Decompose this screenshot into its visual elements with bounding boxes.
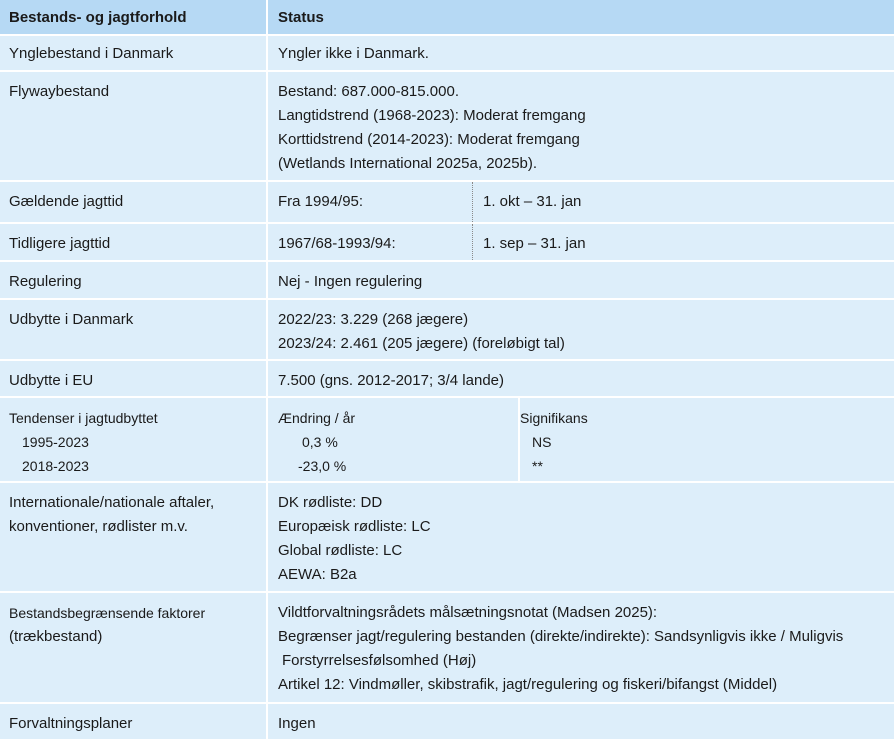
row-value (268, 182, 894, 222)
row-value: 7.500 (gns. 2012-2017; 3/4 lande) (278, 372, 505, 389)
tendens-period: 1995-2023 (22, 434, 89, 450)
row-value (268, 593, 894, 702)
udbytte-line: 2022/23: 3.229 (268 jægere) (278, 311, 469, 328)
change-value: 0,3 % (302, 434, 338, 450)
table-header-row (0, 0, 894, 36)
row-value (268, 224, 894, 260)
row-label: Bestandsbegrænsende faktorer (trækbestand) (0, 593, 268, 702)
aftale-line: AEWA: B2a (278, 566, 357, 583)
header-col-status: Status (278, 9, 324, 26)
row-aftaler (0, 483, 894, 593)
aftale-line: Europæisk rødliste: LC (278, 518, 431, 535)
row-label: Flywaybestand (0, 72, 268, 180)
change-header: Ændring / år (278, 410, 356, 426)
row-udbytte-eu (0, 361, 894, 398)
row-value (268, 72, 894, 180)
sig-header: Signifikans (520, 410, 588, 426)
row-tendenser (0, 398, 894, 483)
row-label: Regulering (0, 262, 268, 298)
jagttid-from: Fra 1994/95: (278, 193, 364, 210)
row-faktorer (0, 593, 894, 704)
aftale-line: Global rødliste: LC (278, 542, 403, 559)
change-value: -23,0 % (298, 458, 347, 474)
row-value: Ingen (278, 715, 316, 732)
row-udbytte-danmark (0, 300, 894, 361)
row-label: Udbytte i EU (0, 361, 268, 396)
udbytte-line: 2023/24: 2.461 (205 jægere) (foreløbigt tal) (278, 335, 565, 352)
aftale-line: DK rødliste: DD (278, 494, 383, 511)
row-value: Yngler ikke i Danmark. (278, 45, 429, 62)
flyway-line: Bestand: 687.000-815.000. (278, 83, 459, 100)
tendens-period: 2018-2023 (22, 458, 89, 474)
change-column (268, 398, 520, 481)
row-label: Ynglebestand i Danmark (0, 36, 268, 70)
row-label: Internationale/nationale aftaler, konventioner, rødlister m.v. (0, 483, 268, 591)
row-value: Nej - Ingen regulering (278, 273, 423, 290)
row-label: Tidligere jagttid (0, 224, 268, 260)
row-label: Udbytte i Danmark (0, 300, 268, 359)
faktor-line: Begrænser jagt/regulering bestanden (direkte/indirekte): Sandsynligvis ikke / Muligvis (278, 628, 844, 645)
flyway-line: Korttidstrend (2014-2023): Moderat fremgang (278, 131, 580, 148)
faktor-line: Artikel 12: Vindmøller, skibstrafik, jagt/regulering og fiskeri/bifangst (Middel) (278, 676, 778, 693)
flyway-line: (Wetlands International 2025a, 2025b). (278, 155, 538, 172)
row-regulering (0, 262, 894, 300)
jagttid-from: 1967/68-1993/94: (278, 235, 396, 252)
row-value (268, 483, 894, 591)
header-col-conditions: Bestands- og jagtforhold (0, 0, 268, 34)
row-value (268, 300, 894, 359)
flyway-line: Langtidstrend (1968-2023): Moderat fremgang (278, 107, 586, 124)
sig-value: ** (532, 458, 543, 474)
jagttid-period: 1. okt – 31. jan (483, 193, 582, 210)
row-label: Forvaltningsplaner (0, 704, 268, 739)
row-forvaltningsplaner (0, 704, 894, 739)
faktor-line: Forstyrrelsesfølsomhed (Høj) (282, 652, 477, 669)
row-tidligere-jagttid (0, 224, 894, 262)
row-ynglebestand (0, 36, 894, 72)
row-gaeldende-jagttid (0, 182, 894, 224)
faktor-line: Vildtforvaltningsrådets målsætningsnotat (Madsen 2025): (278, 604, 658, 621)
row-flywaybestand (0, 72, 894, 182)
sig-value: NS (532, 434, 552, 450)
row-label: Gældende jagttid (0, 182, 268, 222)
row-value (268, 398, 894, 481)
significance-column (520, 398, 894, 481)
jagttid-period: 1. sep – 31. jan (483, 235, 586, 252)
row-label: Tendenser i jagtudbyttet 1995-2023 2018-2023 (0, 398, 268, 481)
